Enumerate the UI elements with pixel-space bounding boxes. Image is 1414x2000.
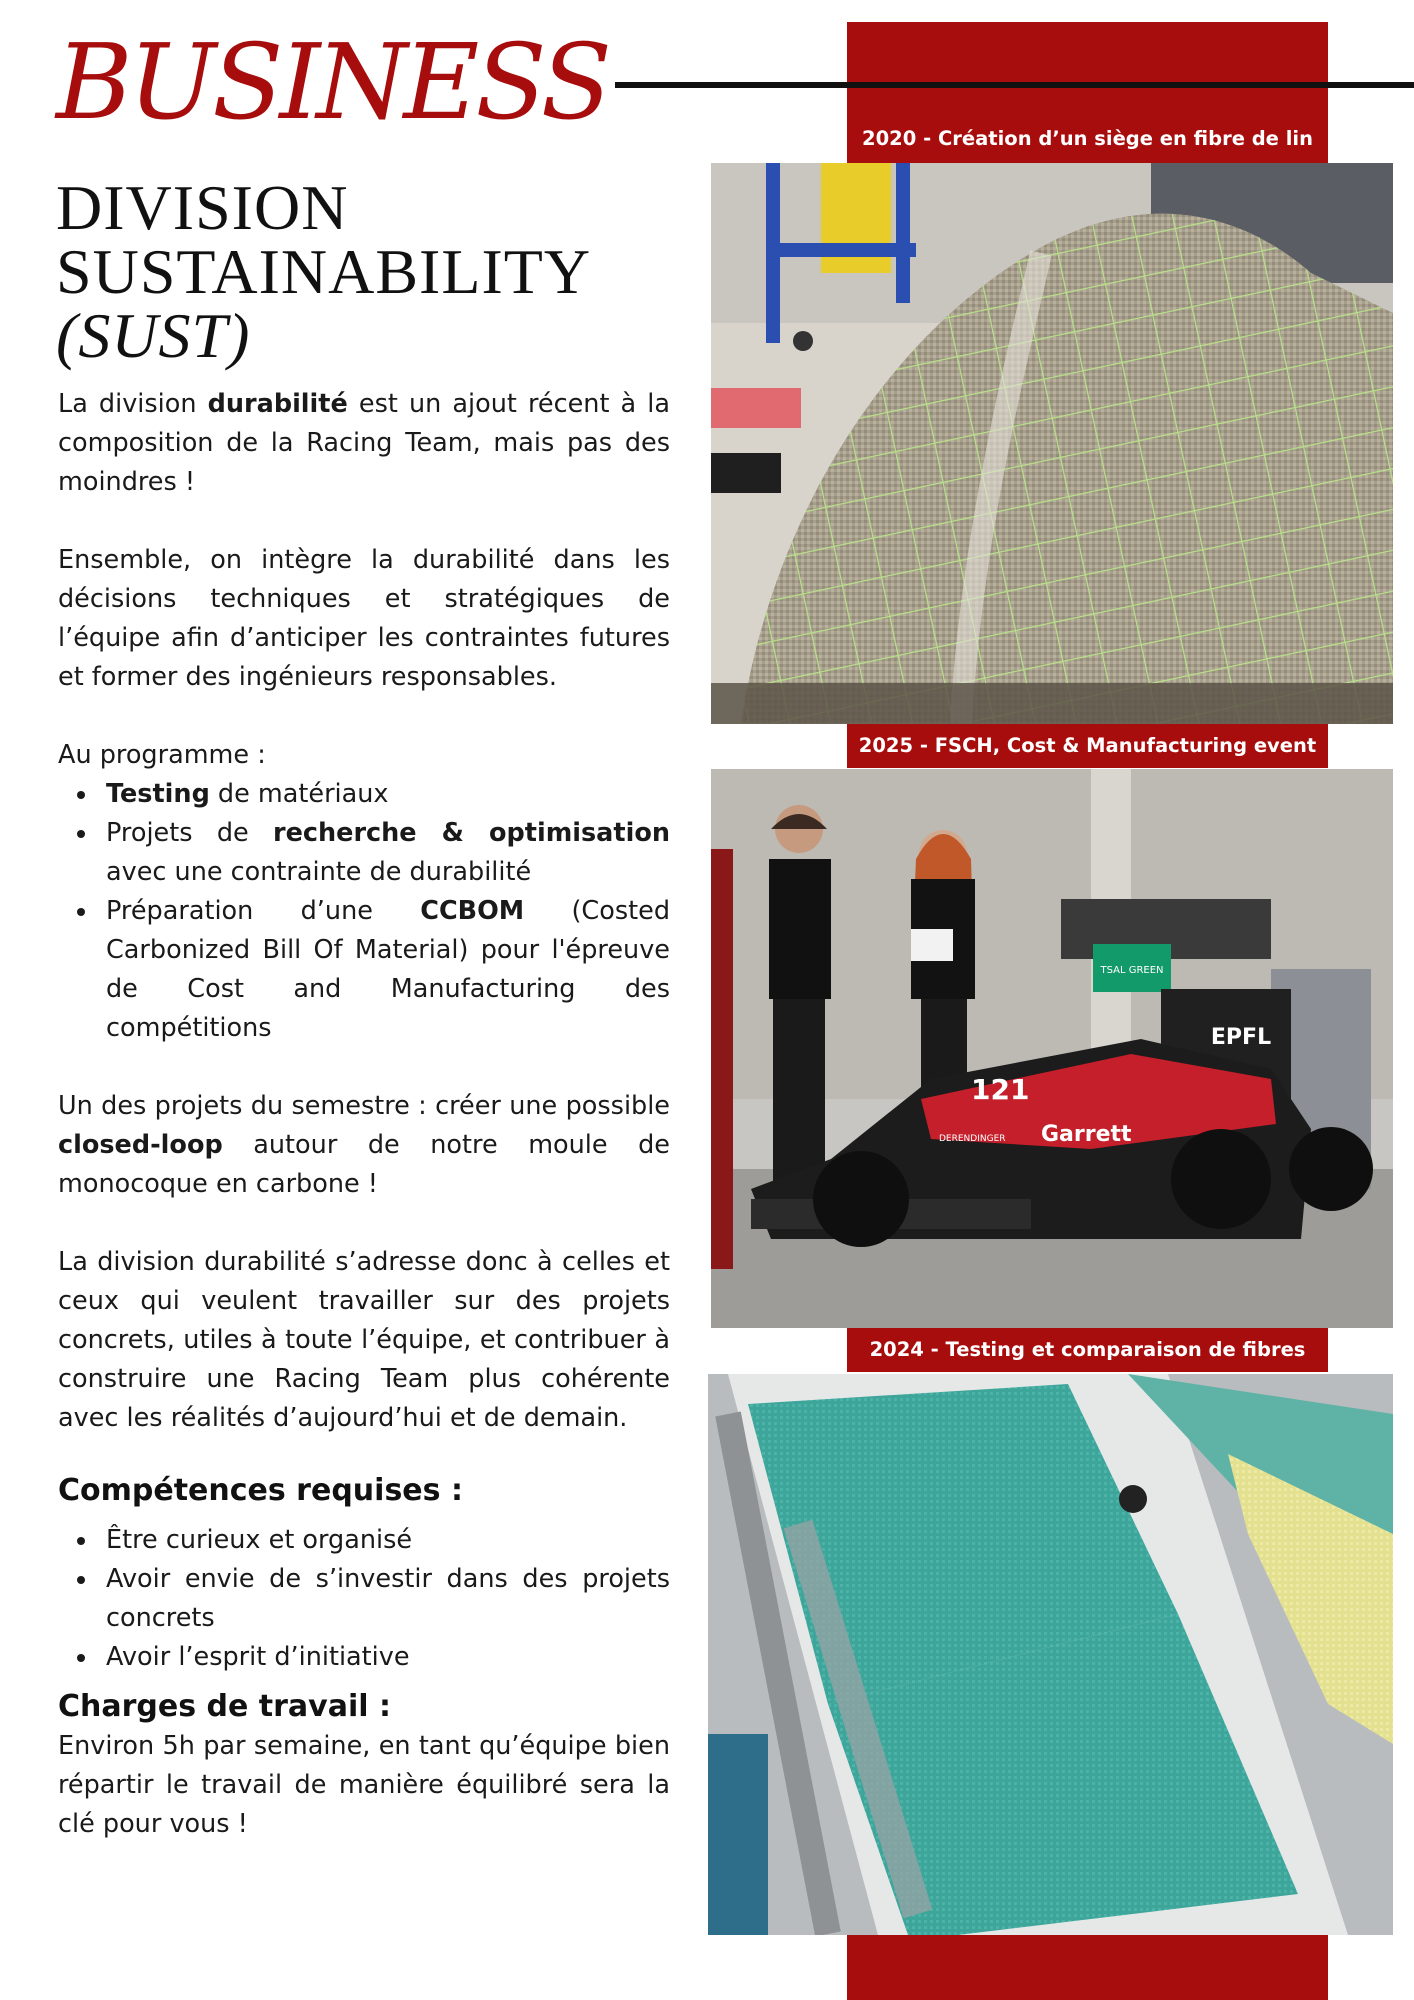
- skills-item: Avoir envie de s’investir dans des projets concrets: [58, 1560, 670, 1638]
- body-column: [58, 385, 670, 1883]
- skills-heading: Compétences requises :: [58, 1473, 463, 1508]
- program-item: [58, 775, 670, 814]
- header-rule: [615, 82, 1414, 88]
- intro-keyword: durabilité: [207, 389, 348, 419]
- program-item-text: Préparation d’une: [106, 896, 421, 926]
- red-band-bottom: [847, 1935, 1328, 2000]
- intro-text: La division: [58, 389, 208, 419]
- program-item-text: Projets de: [106, 818, 274, 848]
- program-item-text: de matériaux: [209, 779, 389, 809]
- skills-item: Être curieux et organisé: [58, 1521, 670, 1560]
- car-sponsor-garrett: Garrett: [1041, 1122, 1132, 1147]
- photo-race-car: [711, 769, 1393, 1328]
- photo-caption-fibres: 2024 - Testing et comparaison de fibres: [847, 1328, 1328, 1372]
- program-item-text: (Costed Carbonized Bill Of Material) pour l'épreuve de Cost and Manufacturing des compétitions: [106, 896, 670, 1043]
- intro-paragraph: [58, 385, 670, 502]
- program-item-keyword: CCBOM: [420, 896, 525, 926]
- car-sign-text: TSAL GREEN: [1100, 965, 1164, 976]
- division-title-line2: SUSTAINABILITY: [56, 236, 592, 307]
- photo-caption-fsch: 2025 - FSCH, Cost & Manufacturing event: [847, 724, 1328, 768]
- project-paragraph: [58, 1087, 670, 1204]
- program-item-keyword: Testing: [106, 779, 210, 809]
- photo-flax-seat: [711, 163, 1393, 724]
- workload-text: Environ 5h par semaine, en tant qu’équipe bien répartir le travail de manière équilibré sera la clé pour vous !: [58, 1731, 670, 1839]
- division-title-line1: DIVISION: [56, 172, 349, 243]
- project-text-rest: autour de notre moule de monocoque en carbone !: [58, 1130, 670, 1199]
- photo-fibre-testing: [708, 1374, 1393, 1935]
- project-keyword: closed-loop: [58, 1130, 223, 1160]
- program-item: [58, 814, 670, 892]
- division-title: [56, 172, 676, 371]
- program-item: [58, 892, 670, 1048]
- intro-text-rest: est un ajout récent à la composition de la Racing Team, mais pas des moindres !: [58, 389, 670, 497]
- skills-item: Avoir l’esprit d’initiative: [58, 1638, 670, 1677]
- workload-heading: Charges de travail :: [58, 1689, 391, 1724]
- division-title-line3: (SUST): [56, 300, 251, 371]
- program-item-text: avec une contrainte de durabilité: [106, 857, 532, 887]
- car-number-text: 121: [971, 1073, 1030, 1106]
- section-title: BUSINESS: [56, 21, 608, 143]
- skills-list: [58, 1521, 670, 1677]
- program-item-keyword: recherche & optimisation: [273, 818, 670, 848]
- mission-paragraph: Ensemble, on intègre la durabilité dans les décisions techniques et stratégiques de l’équipe afin d’anticiper les contraintes futures et former des ingénieurs responsables.: [58, 545, 670, 692]
- car-sponsor-derendinger: DERENDINGER: [939, 1134, 1006, 1144]
- audience-paragraph: La division durabilité s’adresse donc à celles et ceux qui veulent travailler sur des projets concrets, utiles à toute l’équipe, et contribuer à construire une Racing Team plus cohérente avec les réalités d’aujourd’hui et de demain.: [58, 1247, 670, 1433]
- photo-caption-seat: 2020 - Création d’un siège en fibre de lin: [847, 117, 1328, 161]
- car-brand-text: EPFL: [1210, 1025, 1272, 1050]
- program-list: [58, 775, 670, 1048]
- program-label: Au programme :: [58, 740, 266, 770]
- project-text: Un des projets du semestre : créer une possible: [58, 1091, 670, 1121]
